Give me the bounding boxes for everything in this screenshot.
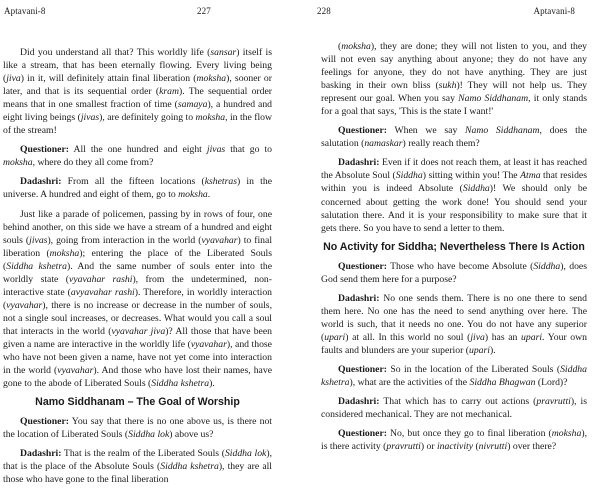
italic-term: Siddha kshetra xyxy=(321,363,587,389)
paragraph: Dadashri: Even if it does not reach them, at least it has reached the Absolute Soul (Siddha) sitting within you! The Atma that resides within you is indeed Absolute (Siddha)! We should only be concerned about getting the work done! You should send your salutation there. And it is your responsibility to make sure that it gets there. So you have to send a letter to them. xyxy=(321,157,587,234)
italic-term: vyavahar xyxy=(57,365,94,377)
paragraph: Dadashri: From all the fifteen locations (kshetras) in the universe. A hundred and eight of them, go to moksha. xyxy=(3,176,272,201)
italic-term: Namo Siddhanam xyxy=(458,93,529,105)
paragraph: Just like a parade of policemen, passing by in rows of four, one behind another, on this side we have a stream of a hundred and eight souls (jivas), going from interaction in the world (vyavahar) to final liberation (moksha); entering the place of the Liberated Souls (Siddha kshetra). And the same number of souls enter into the worldly state (vyavahar rashi), from the undetermined, non-interactive state (avyavahar rashi). Therefore, in worldly interaction (vyavahar), there is no increase or decrease in the number of souls, not a single soul increases, or decreases. What would you call a soul that interacts in the world (vyavahar jiva)? All those that have been given a name are interactive in the worldly life (vyavahar), and those who have not been given a name, have not yet come into interaction in the world (vyavahar). And those who have lost their names, have gone to the abode of Liberated Souls (Siddha kshetra). xyxy=(3,208,273,390)
paragraph: Questioner: You say that there is no one above us, is there not the location of Liberated Souls (Siddha lok) above us? xyxy=(3,416,272,441)
italic-term: sukh xyxy=(438,80,457,92)
paragraph: (moksha), they are done; they will not listen to you, and they will not even say anything about anyone; they do not have any feelings for anyone, they do not have anything. They are just basking in their own bliss (sukh)! They will not help us. They represent our goal. When you say Namo Siddhanam, it only stands for a goal that says, 'This is the state I want!' xyxy=(321,41,587,118)
paragraph-group xyxy=(3,46,272,390)
italic-term: jiva xyxy=(6,73,21,85)
italic-term: avyavahar rashi xyxy=(70,286,135,298)
paragraph: Dadashri: No one sends them. There is no one there to send them here. No one has the need to send anything over here. The world is such, that it needs no one. You do not have any superior (upari) at all. In this world no soul (jiva) has an upari. Your own faults and blunders are your superior (upari). xyxy=(321,292,587,356)
italic-term: moksha xyxy=(341,41,371,52)
italic-term: upari xyxy=(521,331,543,343)
speaker-label: Dadashri: xyxy=(20,176,62,188)
page-body xyxy=(3,46,272,492)
italic-term: kshetras xyxy=(204,176,237,188)
page-body xyxy=(321,40,587,459)
running-head-title: Aptavani-8 xyxy=(533,6,575,16)
section-heading: Namo Siddhanam – The Goal of Worship xyxy=(35,396,240,409)
italic-term: jiva xyxy=(470,331,485,343)
speaker-label: Dadashri: xyxy=(338,292,380,304)
italic-term: inactivity xyxy=(436,441,474,453)
paragraph: Questioner: All the one hundred and eight jivas that go to moksha, where do they all come from? xyxy=(3,144,272,169)
italic-term: vyavahar xyxy=(201,234,238,246)
speaker-label: Dadashri: xyxy=(338,157,380,169)
italic-term: namaskar xyxy=(364,138,403,150)
page-number: 228 xyxy=(317,6,331,16)
speaker-label: Questioner: xyxy=(338,125,387,137)
paragraph: Dadashri: That is the realm of the Liberated Souls (Siddha lok), that is the place of the Absolute Souls (Siddha kshetra), they are all those who have gone to the final liberation xyxy=(3,448,272,486)
italic-term: moksha xyxy=(49,247,80,259)
section-heading: No Activity for Siddha; Nevertheless There Is Action xyxy=(323,240,585,253)
italic-term: moksha xyxy=(195,112,226,124)
page-number: 227 xyxy=(197,6,211,16)
speaker-label: Questioner: xyxy=(338,428,387,440)
paragraph-group xyxy=(321,40,587,235)
running-head xyxy=(309,6,599,20)
italic-term: Siddha lok xyxy=(224,448,267,460)
paragraph: Questioner: When we say Namo Siddhanam, does the salutation (namaskar) really reach them? xyxy=(321,125,587,150)
italic-term: moksha xyxy=(551,428,582,440)
running-head xyxy=(0,6,290,20)
italic-term: Atma xyxy=(520,170,541,182)
speaker-label: Questioner: xyxy=(20,416,69,428)
italic-term: vyavahar xyxy=(6,299,43,311)
italic-term: moksha xyxy=(3,157,33,169)
speaker-label: Questioner: xyxy=(20,144,69,156)
italic-term: vyavahar rashi xyxy=(69,273,133,285)
italic-term: vyavahar jiva xyxy=(111,325,166,337)
speaker-label: Dadashri: xyxy=(20,448,62,460)
running-head-title: Aptavani-8 xyxy=(4,6,46,16)
paragraph: Dadashri: That which has to carry out actions (pravrutti), is considered mechanical. They are not mechanical. xyxy=(321,396,587,421)
paragraph: Questioner: So in the location of the Liberated Souls (Siddha kshetra), what are the activities of the Siddha Bhagwan (Lord)? xyxy=(321,363,587,389)
italic-term: Siddha kshetra xyxy=(6,260,67,272)
paragraph-group xyxy=(3,415,272,486)
italic-term: sansar xyxy=(210,47,237,58)
italic-term: upari xyxy=(324,331,346,343)
italic-term: jivas xyxy=(206,144,226,156)
italic-term: Siddha kshetra xyxy=(160,461,219,473)
italic-term: moksha xyxy=(178,189,208,201)
right-page xyxy=(309,0,599,488)
italic-term: kram xyxy=(159,86,179,98)
italic-term: Siddha lok xyxy=(128,429,170,441)
paragraph-group xyxy=(321,260,587,454)
italic-term: upari xyxy=(468,344,490,356)
paragraph: Did you understand all that? This worldly life (sansar) itself is like a stream, that has been eternally flowing. Every living being (jiva) in it, will definitely attain final liberation (moksha), sooner or later, and that is its sequential order (kram). The sequential order means that in one smallest fraction of time (samaya), a hundred and eight living beings (jivas), are definitely going to moksha, in the flow of the stream! xyxy=(3,47,273,137)
italic-term: nivrutti xyxy=(478,441,508,453)
italic-term: pravrutti xyxy=(536,396,571,408)
speaker-label: Questioner: xyxy=(338,260,387,272)
italic-term: Siddha xyxy=(462,183,490,195)
italic-term: vyavahar xyxy=(190,338,227,350)
italic-term: jivas xyxy=(29,234,48,246)
italic-term: Siddha kshetra xyxy=(151,378,210,390)
italic-term: Siddha Bhagwan xyxy=(469,377,536,389)
italic-term: Namo Siddhanam xyxy=(465,125,540,137)
paragraph: Questioner: Those who have become Absolute (Siddha), does God send them here for a purpose? xyxy=(321,260,588,285)
speaker-label: Questioner: xyxy=(338,363,387,375)
italic-term: Siddha xyxy=(533,260,561,272)
italic-term: moksha xyxy=(196,73,227,85)
italic-term: samaya xyxy=(177,99,208,111)
italic-term: Siddha xyxy=(395,170,423,182)
left-page xyxy=(0,0,290,488)
italic-term: jivas xyxy=(80,112,100,124)
paragraph: Questioner: No, but once they go to final liberation (moksha), is there activity (pravrutti) or inactivity (nivrutti) over there? xyxy=(321,428,587,453)
speaker-label: Dadashri: xyxy=(338,396,380,408)
italic-term: pravrutti xyxy=(386,441,421,453)
